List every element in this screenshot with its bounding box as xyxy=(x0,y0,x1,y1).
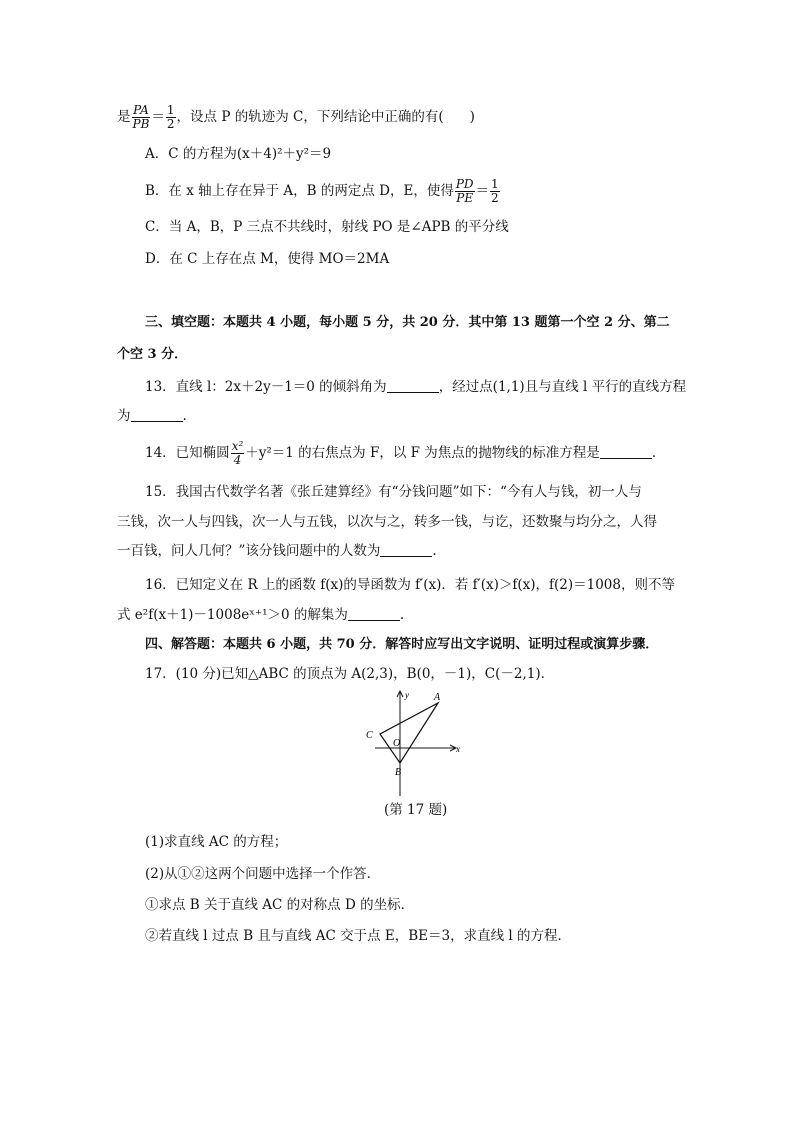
q17-part1: (1)求直线 AC 的方程； xyxy=(145,834,288,850)
q15-end: . xyxy=(432,543,437,559)
q13-blank2 xyxy=(131,407,183,422)
q14-end: . xyxy=(651,445,657,461)
q12-option-b xyxy=(145,178,501,205)
q17-part2-option1: ①求点 B 关于直线 AC 的对称点 D 的坐标． xyxy=(145,897,415,913)
label-c: C xyxy=(366,730,373,741)
q12-b-den: PE xyxy=(456,191,474,205)
q13-line2 xyxy=(117,406,187,426)
q12-b-eq: ＝ xyxy=(475,183,490,199)
q12-close-paren: ) xyxy=(469,109,475,125)
section3-heading: 三、填空题：本题共 4 小题，每小题 5 分，共 20 分．其中第 13 题第一个空 2 分、第二 xyxy=(145,315,670,330)
q13-blank1 xyxy=(387,378,439,393)
q17-figure-caption: (第 17 题) xyxy=(384,802,448,818)
q12-option-b-text: B．在 x 轴上存在异于 A，B 的两定点 D，E，使得 xyxy=(145,183,454,199)
q14-fraction xyxy=(231,440,245,467)
q14-den: 4 xyxy=(233,453,242,467)
q12-frac-den: PB xyxy=(132,117,150,131)
q14-text2: ＋y²＝1 的右焦点为 F，以 F 为焦点的抛物线的标准方程是 xyxy=(245,445,600,461)
q17-part2-option2: ②若直线 l 过点 B 且与直线 AC 交于点 E，BE＝3，求直线 l 的方程． xyxy=(145,928,571,944)
q12-option-d: D．在 C 上存在点 M，使得 MO＝2MA xyxy=(145,251,390,267)
q12-b-num: PD xyxy=(455,177,474,191)
q12-fraction-pd-pe xyxy=(455,178,475,205)
label-o: O xyxy=(393,738,401,749)
q12-b-half-num: 1 xyxy=(491,177,499,191)
q15-line3 xyxy=(117,541,437,561)
label-a: A xyxy=(434,692,441,703)
q14-line xyxy=(145,440,656,467)
q15-line2: 三钱，次一人与四钱，次一人与五钱，以次与之，转多一钱，与讫，还数聚与均分之，人得 xyxy=(117,514,657,530)
q17-stem: 17．(10 分)已知△ABC 的顶点为 A(2,3)，B(0，－1)，C(－2,1)． xyxy=(145,666,555,682)
q12-option-a: A．C 的方程为(x＋4)²＋y²＝9 xyxy=(145,146,332,162)
q17-figure xyxy=(355,688,470,800)
q13-text3: 为 xyxy=(117,408,131,424)
q12-half-num: 1 xyxy=(166,103,175,117)
q12-stem xyxy=(117,104,475,131)
section4-heading: 四、解答题：本题共 6 小题，共 70 分．解答时应写出文字说明、证明过程或演算步骤． xyxy=(145,637,659,652)
q16-text2: 式 e²f(x＋1)－1008eˣ⁺¹＞0 的解集为 xyxy=(117,607,348,623)
q12-b-half xyxy=(490,178,500,205)
q16-line1: 16．已知定义在 R 上的函数 f(x)的导函数为 f′(x)．若 f′(x)＞f(x)，f(2)＝1008，则不等 xyxy=(145,577,675,593)
q12-frac-num: PA xyxy=(133,103,149,117)
q13-text2: ，经过点(1,1)且与直线 l 平行的直线方程 xyxy=(438,379,687,395)
q12-eq: ＝ xyxy=(151,109,165,125)
q16-blank xyxy=(348,606,400,621)
q13-line1 xyxy=(145,377,686,397)
label-y: y xyxy=(405,690,409,700)
q12-stem-suffix: ，设点 P 的轨迹为 C，下列结论中正确的有( xyxy=(176,109,444,125)
q17-part2: (2)从①②这两个问题中选择一个作答． xyxy=(145,866,381,882)
q14-blank xyxy=(600,444,652,459)
label-x: x xyxy=(456,744,460,754)
q12-half-den: 2 xyxy=(166,117,175,131)
q14-text1: 14．已知椭圆 xyxy=(145,445,230,461)
q12-b-half-den: 2 xyxy=(491,191,499,205)
q15-blank xyxy=(380,542,432,557)
section3-heading-line2: 个空 3 分． xyxy=(117,347,188,362)
q12-option-c: C．当 A，B，P 三点不共线时，射线 PO 是∠APB 的平分线 xyxy=(145,219,509,235)
q12-fraction-half xyxy=(166,104,176,131)
q13-text1: 13．直线 l：2x＋2y－1＝0 的倾斜角为 xyxy=(145,379,387,395)
q13-end: . xyxy=(182,408,187,424)
q15-text3: 一百钱，问人几何？”该分钱问题中的人数为 xyxy=(117,543,381,559)
q16-line2 xyxy=(117,605,404,625)
q16-end: . xyxy=(399,607,405,623)
label-b: B xyxy=(395,767,402,778)
q12-stem-prefix: 是 xyxy=(117,109,131,125)
q14-num: x² xyxy=(231,439,244,453)
q12-fraction-pa-pb xyxy=(132,104,151,131)
q15-line1: 15．我国古代数学名著《张丘建算经》有“分钱问题”如下：“今有人与钱，初一人与 xyxy=(145,484,642,500)
triangle-abc xyxy=(380,703,438,763)
